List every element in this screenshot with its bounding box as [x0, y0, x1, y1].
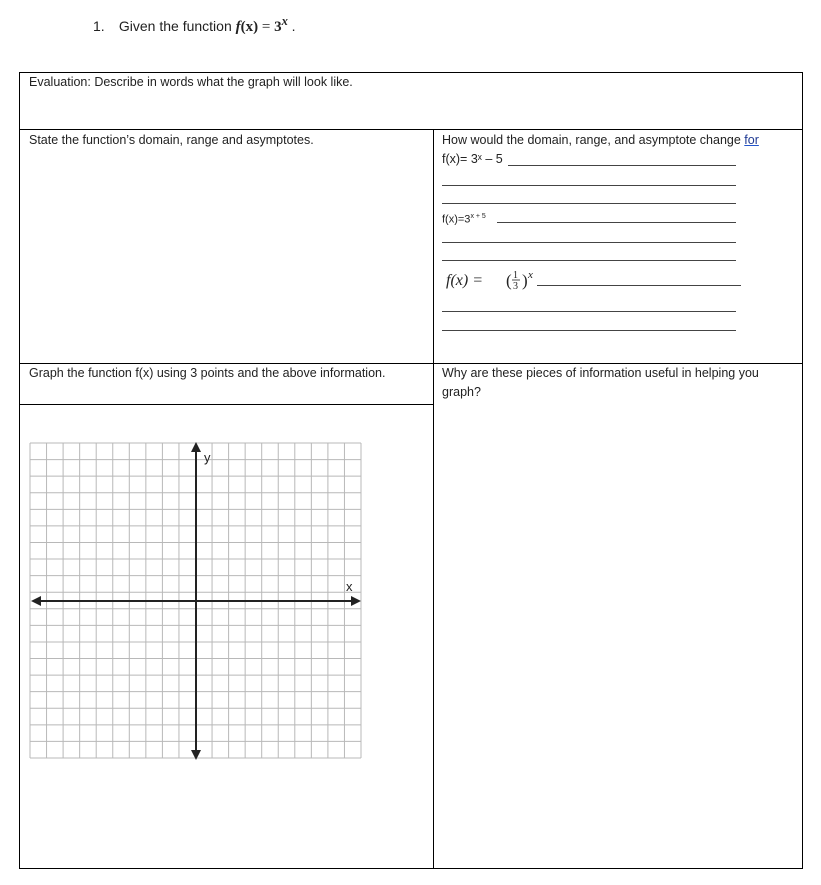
domain-range-prompt: State the function’s domain, range and asymptotes.	[29, 133, 314, 147]
fraction-function-icon	[446, 266, 546, 292]
svg-text:x: x	[528, 269, 533, 281]
function-definition: f(x) = 3$^x$	[235, 14, 288, 35]
coordinate-grid[interactable]	[25, 440, 367, 762]
variant-2-label: $f(x)=3^{x + 5}$	[442, 213, 486, 226]
answer-line[interactable]	[442, 311, 736, 312]
y-axis-label: y	[204, 450, 211, 465]
x-axis-left-arrow-icon	[31, 596, 41, 606]
variant-3-label	[446, 266, 546, 297]
useful-prompt: Why are these pieces of information useful in helping you graph?	[442, 366, 759, 399]
answer-line[interactable]	[497, 222, 736, 223]
svg-text:(: (	[506, 271, 512, 290]
answer-line[interactable]	[442, 242, 736, 243]
svg-text:f(x) =: f(x) =	[446, 272, 483, 289]
graph-prompt: Graph the function f(x) using 3 points and the above information.	[29, 366, 386, 380]
x-axis-label: x	[346, 579, 353, 594]
question-number: 1.	[93, 18, 105, 34]
answer-line[interactable]	[537, 285, 741, 286]
svg-text:3: 3	[513, 281, 518, 292]
answer-line[interactable]	[508, 165, 736, 166]
answer-line[interactable]	[442, 203, 736, 204]
answer-line[interactable]	[442, 185, 736, 186]
change-prompt: How would the domain, range, and asymptote change for	[442, 133, 759, 147]
question-header: 1. Given the function f(x) = 3$^x$ .	[93, 14, 296, 35]
question-prefix: Given the function	[118, 18, 232, 34]
variant-1-label: f(x)= 3ˣ – 5	[442, 152, 503, 166]
answer-line[interactable]	[442, 260, 736, 261]
svg-text:1: 1	[513, 270, 518, 281]
svg-text:): )	[522, 271, 528, 290]
answer-line[interactable]	[442, 330, 736, 331]
x-axis-right-arrow-icon	[351, 596, 361, 606]
evaluation-prompt: Evaluation: Describe in words what the graph will look like.	[29, 75, 353, 89]
